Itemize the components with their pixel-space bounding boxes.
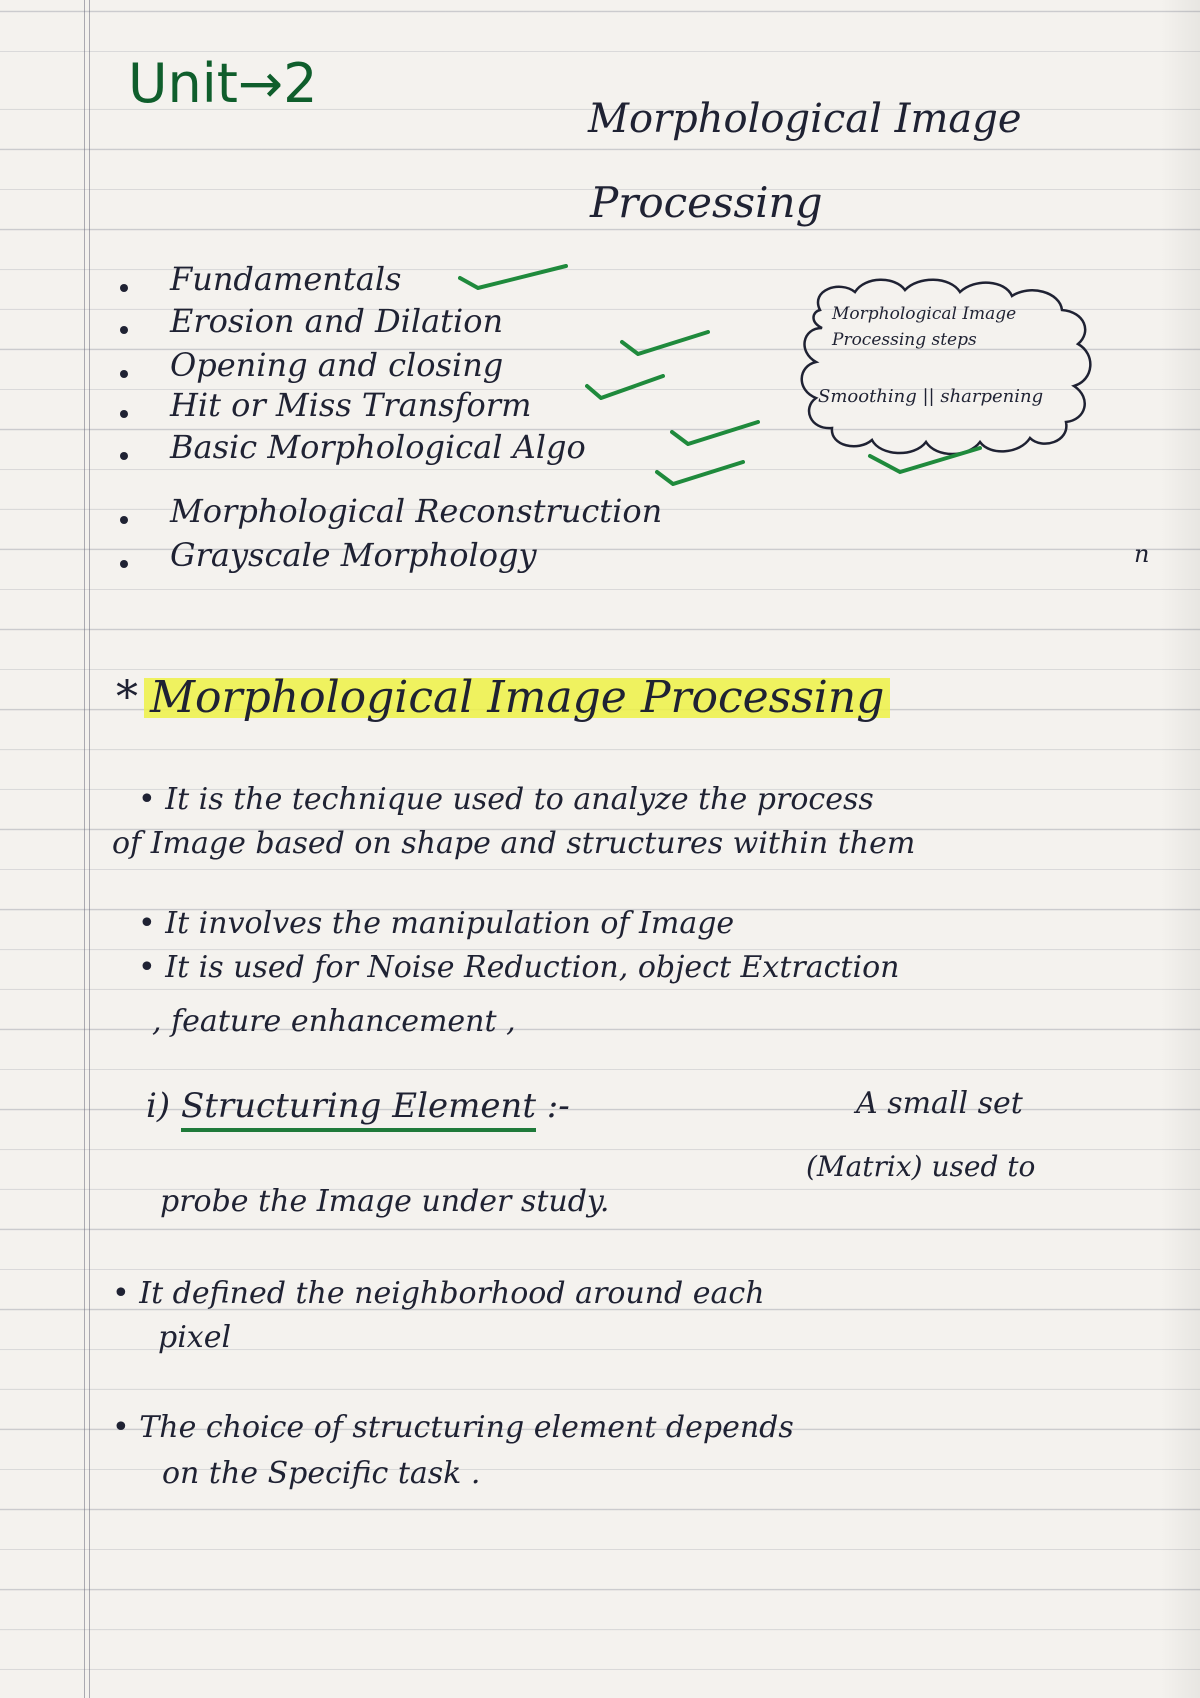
checkmark-icon xyxy=(670,420,760,446)
bullet xyxy=(120,560,128,568)
bullet xyxy=(120,326,128,334)
section-heading-text: Morphological Image Processing xyxy=(144,672,890,723)
page-title-line-1: Morphological Image xyxy=(588,96,1022,142)
stray-mark: n xyxy=(1134,540,1150,568)
body-line-1: • It is the technique used to analyze the process xyxy=(138,782,874,817)
section-heading xyxy=(116,672,890,723)
page-edge-shadow xyxy=(1160,0,1200,1698)
bullet xyxy=(120,516,128,524)
cloud-note-line-3: Smoothing || sharpening xyxy=(818,386,1044,407)
checkmark-icon xyxy=(620,330,710,356)
structuring-element-heading xyxy=(146,1086,570,1126)
note-line-3: • The choice of structuring element depends xyxy=(112,1410,794,1445)
structuring-index: i) xyxy=(146,1086,171,1126)
checkmark-icon xyxy=(585,374,665,400)
note-line-2: pixel xyxy=(158,1320,232,1355)
body-line-4: • It is used for Noise Reduction, object Extraction xyxy=(138,950,900,985)
cloud-outline-icon xyxy=(780,270,1110,480)
body-line-3: • It involves the manipulation of Image xyxy=(138,906,735,941)
page-title-line-2: Processing xyxy=(590,178,823,227)
topic-hit-or-miss: Hit or Miss Transform xyxy=(170,386,532,424)
topic-erosion-dilation: Erosion and Dilation xyxy=(170,302,504,340)
note-line-4: on the Specific task . xyxy=(162,1456,481,1491)
cloud-note xyxy=(780,270,1110,480)
topic-grayscale-morphology: Grayscale Morphology xyxy=(170,536,537,574)
structuring-def-line-3: probe the Image under study. xyxy=(160,1184,610,1219)
bullet xyxy=(120,410,128,418)
margin-line-inner xyxy=(89,0,90,1698)
structuring-def-line-1: A small set xyxy=(856,1086,1023,1121)
topic-morph-reconstruction: Morphological Reconstruction xyxy=(170,492,663,530)
topic-basic-morph-algo: Basic Morphological Algo xyxy=(170,428,586,466)
checkmark-icon xyxy=(655,460,745,486)
bullet xyxy=(120,452,128,460)
structuring-separator: :- xyxy=(536,1086,570,1126)
unit-label: Unit→2 xyxy=(128,52,318,115)
cloud-note-line-1: Morphological Image xyxy=(832,304,1017,324)
note-line-1: • It defined the neighborhood around each xyxy=(112,1276,765,1311)
bullet xyxy=(120,284,128,292)
topic-opening-closing: Opening and closing xyxy=(170,346,504,384)
star-icon: * xyxy=(116,672,138,723)
structuring-term: Structuring Element xyxy=(181,1086,536,1132)
topic-fundamentals: Fundamentals xyxy=(170,260,402,298)
body-line-5: , feature enhancement , xyxy=(152,1004,516,1039)
bullet xyxy=(120,370,128,378)
checkmark-icon xyxy=(458,264,568,290)
margin-line xyxy=(84,0,85,1698)
structuring-def-line-2: (Matrix) used to xyxy=(806,1150,1036,1183)
body-line-2: of Image based on shape and structures within them xyxy=(112,826,916,861)
cloud-note-line-2: Processing steps xyxy=(832,330,977,350)
